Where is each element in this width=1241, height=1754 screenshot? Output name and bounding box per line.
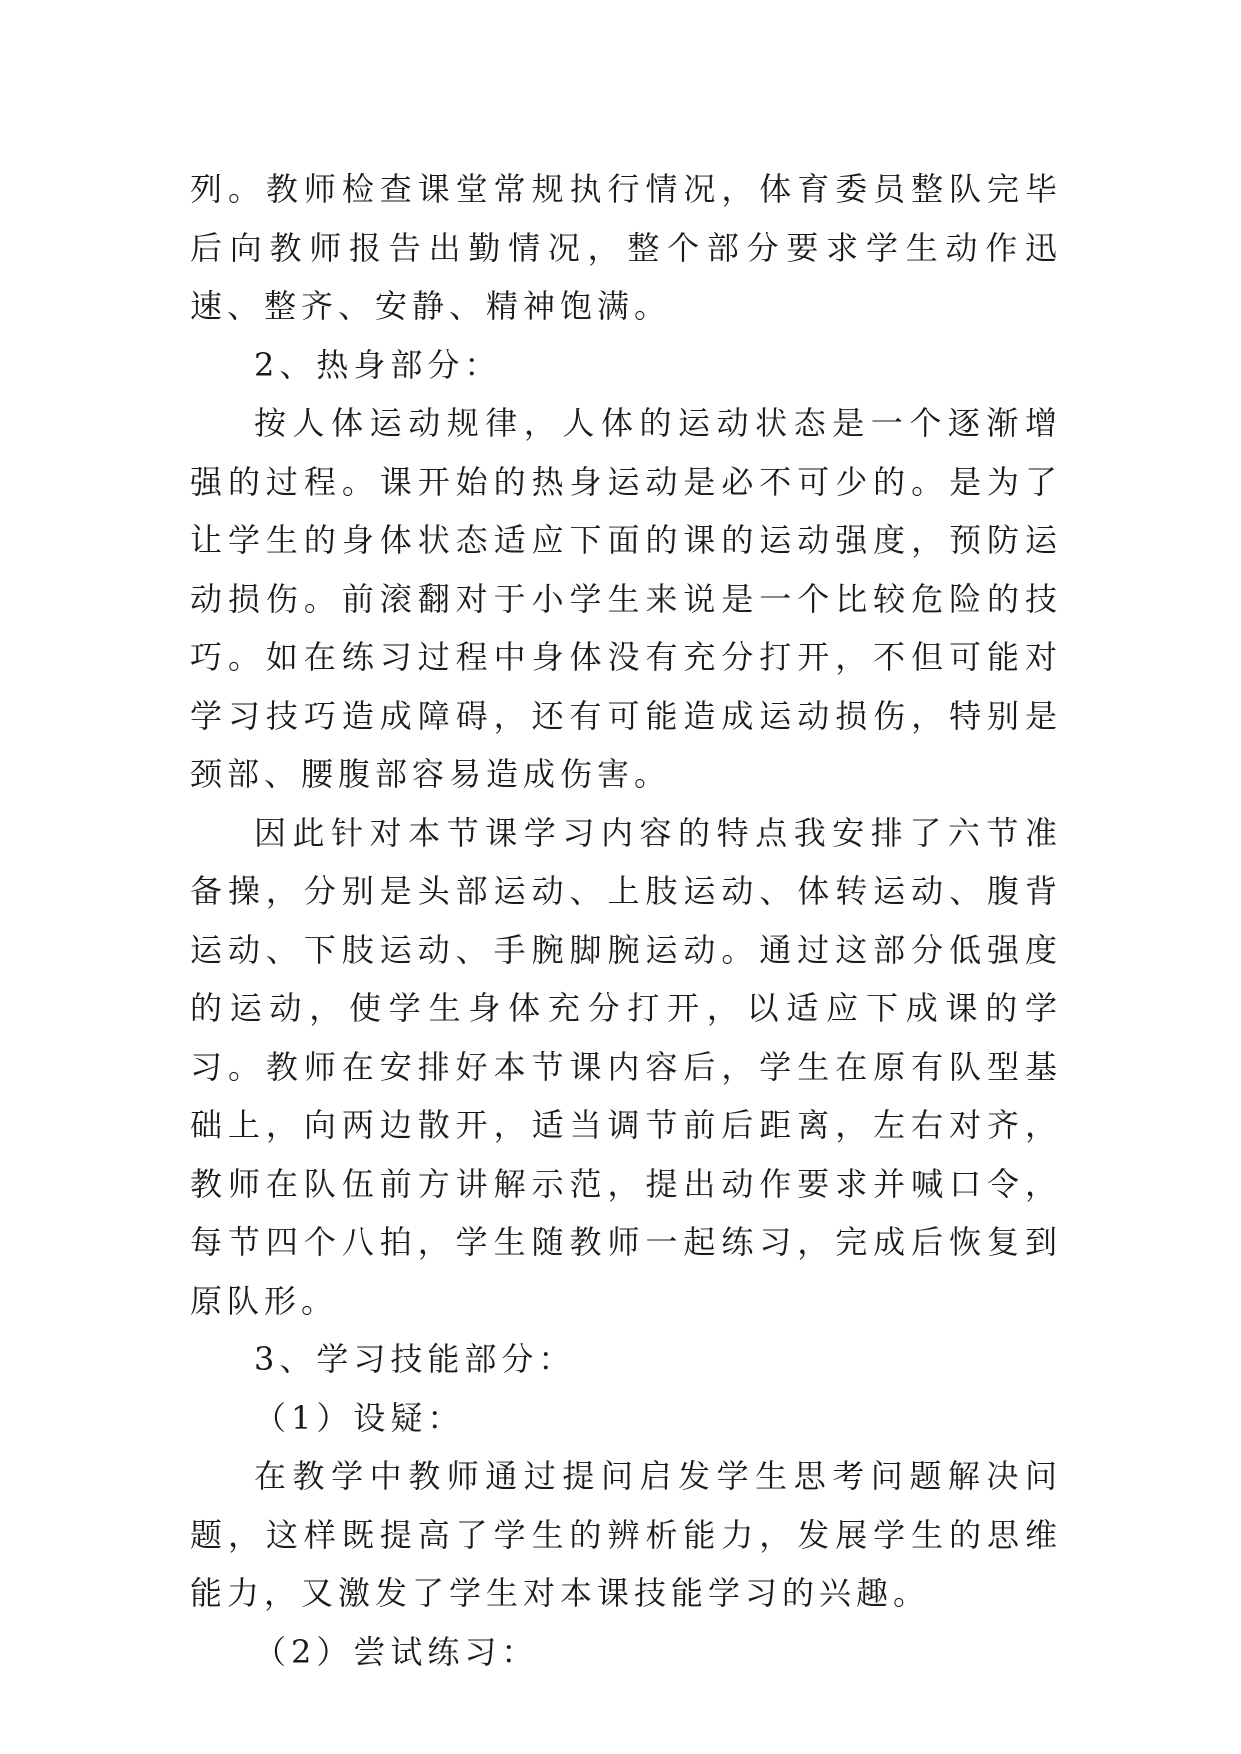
subheading-questioning: （1）设疑： xyxy=(254,1398,465,1437)
section-heading-skills: 3、学习技能部分： xyxy=(254,1340,576,1378)
section-heading-warmup: 2、热身部分： xyxy=(254,345,502,384)
paragraph-warmup-exercises: 因此针对本节课学习内容的特点我安排了六节准备操，分别是头部运动、上肢运动、体转运动、腹背运动、下肢运动、手腕脚腕运动。通过这部分低强度的运动，使学生身体充分打开，以适应下成课的学习。教师在安排好本节课内容后，学生在原有队型基础上，向两边散开，适当调节前后距离，左右对齐，教师在队伍前方讲解示范，提出动作要求并喊口令，每节四个八拍，学生随教师一起练习，完成后恢复到原队形。 xyxy=(190,813,1062,1320)
document-body xyxy=(190,160,1062,1681)
paragraph-questioning: 在教学中教师通过提问启发学生思考问题解决问题，这样既提高了学生的辨析能力，发展学生的思维能力，又激发了学生对本课技能学习的兴趣。 xyxy=(190,1457,1062,1612)
subheading-trial-practice: （2）尝试练习： xyxy=(254,1632,539,1671)
paragraph-continuation: 列。教师检查课堂常规执行情况，体育委员整队完毕后向教师报告出勤情况，整个部分要求学生动作迅速、整齐、安静、精神饱满。 xyxy=(190,170,1062,325)
paragraph-warmup-rationale: 按人体运动规律，人体的运动状态是一个逐渐增强的过程。课开始的热身运动是必不可少的。是为了让学生的身体状态适应下面的课的运动强度，预防运动损伤。前滚翻对于小学生来说是一个比较危险的技巧。如在练习过程中身体没有充分打开，不但可能对学习技巧造成障碍，还有可能造成运动损伤，特别是颈部、腰腹部容易造成伤害。 xyxy=(190,404,1062,793)
